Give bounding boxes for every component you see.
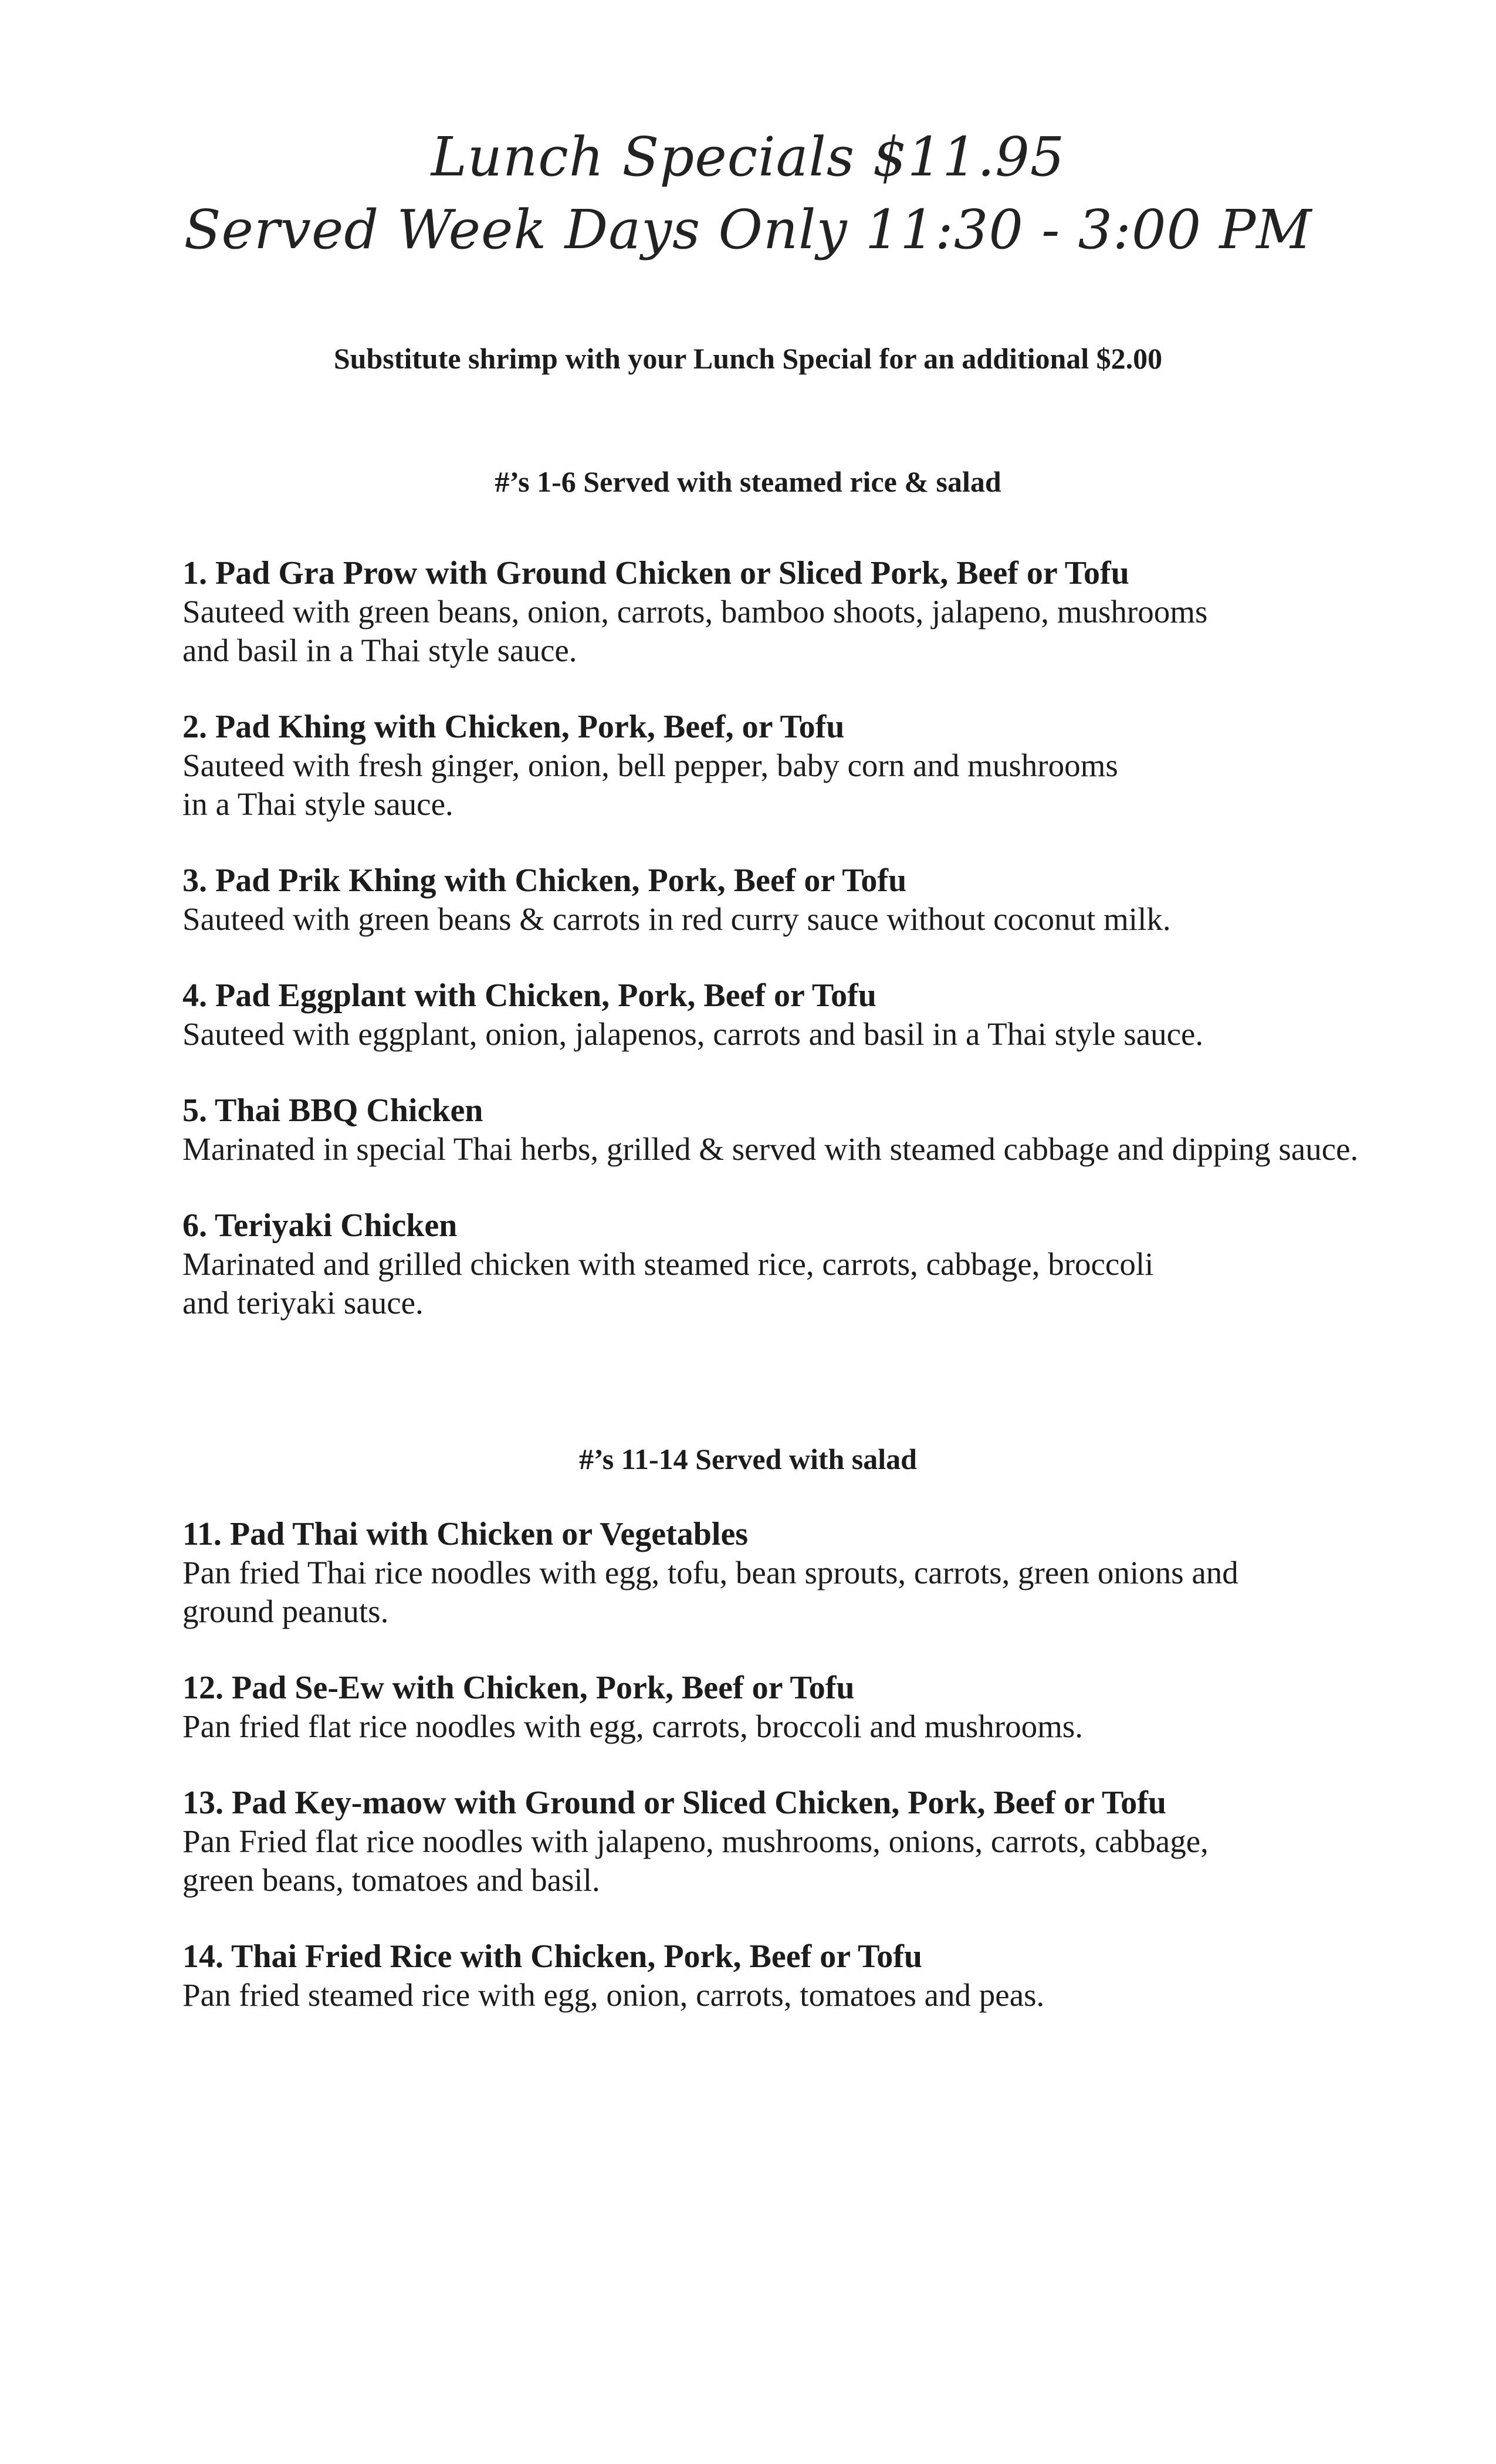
menu-item-desc-line: Pan fried flat rice noodles with egg, carrots, broccoli and mushrooms. (182, 1708, 1084, 1744)
menu-item-14 (182, 1937, 1473, 2015)
menu-item-4 (182, 976, 1473, 1054)
menu-item-desc-line: in a Thai style sauce. (182, 786, 453, 822)
section-heading-1-6: #’s 1-6 Served with steamed rice & salad (495, 465, 1001, 498)
menu-item-desc-line: Sauteed with fresh ginger, onion, bell pepper, baby corn and mushrooms (182, 747, 1118, 783)
menu-item-name: 2. Pad Khing with Chicken, Pork, Beef, or Tofu (182, 709, 845, 745)
menu-item-13 (182, 1783, 1473, 1900)
menu-item-desc-line: Sauteed with green beans, onion, carrots, bamboo shoots, jalapeno, mushrooms (182, 594, 1208, 629)
menu-item-name: 14. Thai Fried Rice with Chicken, Pork, Beef or Tofu (182, 1938, 923, 1975)
menu-item-name: 4. Pad Eggplant with Chicken, Pork, Beef or Tofu (182, 977, 876, 1014)
menu-item-desc-line: ground peanuts. (182, 1593, 389, 1629)
menu-item-name: 13. Pad Key-maow with Ground or Sliced Chicken, Pork, Beef or Tofu (182, 1785, 1166, 1821)
menu-item-5 (182, 1091, 1473, 1169)
menu-item-name: 3. Pad Prik Khing with Chicken, Pork, Beef or Tofu (182, 862, 907, 899)
menu-item-11 (182, 1515, 1473, 1631)
menu-item-name: 12. Pad Se-Ew with Chicken, Pork, Beef or Tofu (182, 1670, 855, 1706)
menu-item-desc-line: Sauteed with eggplant, onion, jalapenos, carrots and basil in a Thai style sauce. (182, 1016, 1204, 1052)
page-subtitle-hours: Served Week Days Only 11:30 - 3:00 PM (184, 198, 1312, 261)
menu-item-desc-line: Marinated in special Thai herbs, grilled & served with steamed cabbage and dipping sauce. (182, 1131, 1359, 1167)
menu-item-desc-line: Pan fried steamed rice with egg, onion, carrots, tomatoes and peas. (182, 1977, 1045, 2013)
substitute-note: Substitute shrimp with your Lunch Special for an additional $2.00 (333, 342, 1163, 375)
menu-item-desc-line: and basil in a Thai style sauce. (182, 632, 577, 668)
menu-item-name: 5. Thai BBQ Chicken (182, 1092, 483, 1129)
menu-item-desc-line: Sauteed with green beans & carrots in red curry sauce without coconut milk. (182, 901, 1171, 937)
section-heading-11-14: #’s 11-14 Served with salad (579, 1443, 917, 1475)
menu-item-1 (182, 554, 1473, 670)
menu-item-12 (182, 1668, 1473, 1746)
menu-item-name: 6. Teriyaki Chicken (182, 1207, 458, 1244)
menu-item-2 (182, 708, 1473, 824)
menu-item-desc-line: Pan Fried flat rice noodles with jalapeno, mushrooms, onions, carrots, cabbage, (182, 1823, 1209, 1859)
menu-item-desc-line: Marinated and grilled chicken with steamed rice, carrots, cabbage, broccoli (182, 1246, 1154, 1282)
menu-item-desc-line: green beans, tomatoes and basil. (182, 1862, 600, 1898)
menu-item-name: 1. Pad Gra Prow with Ground Chicken or Sliced Pork, Beef or Tofu (182, 555, 1129, 591)
menu-item-name: 11. Pad Thai with Chicken or Vegetables (182, 1516, 749, 1552)
menu-item-6 (182, 1206, 1473, 1322)
menu-item-desc-line: Pan fried Thai rice noodles with egg, tofu, bean sprouts, carrots, green onions and (182, 1555, 1238, 1590)
menu-item-3 (182, 861, 1473, 939)
menu-item-desc-line: and teriyaki sauce. (182, 1285, 424, 1321)
page-title: Lunch Specials $11.95 (431, 126, 1065, 188)
